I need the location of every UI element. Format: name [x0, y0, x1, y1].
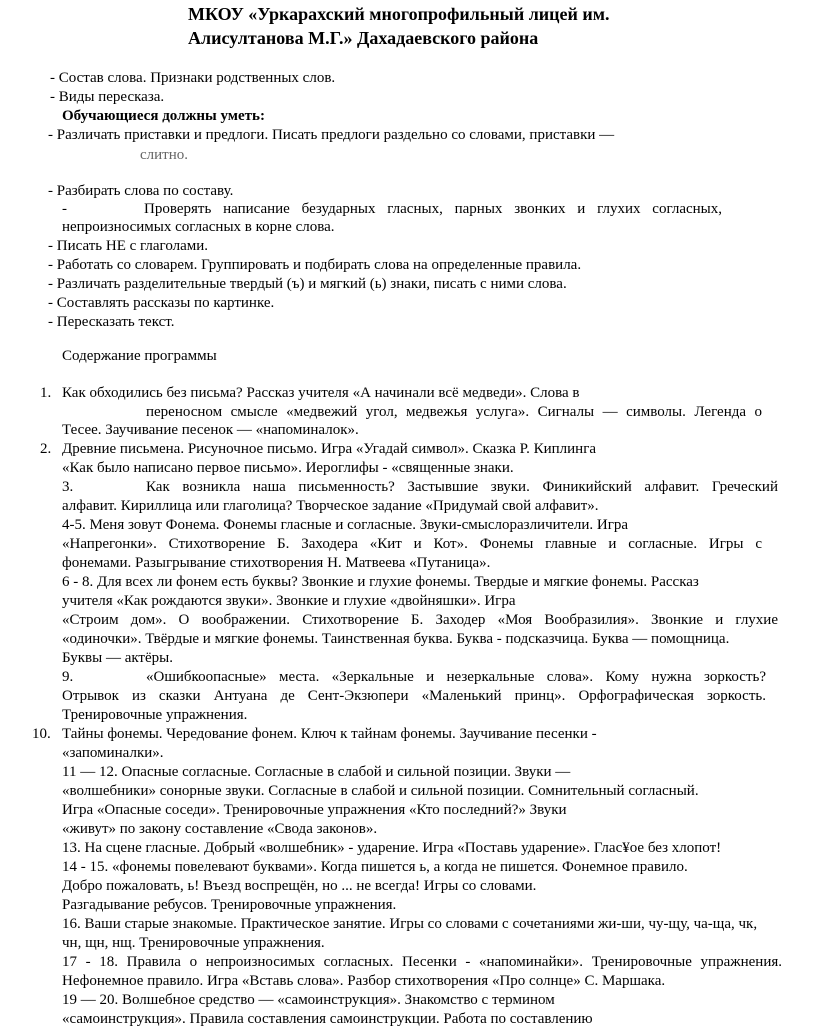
item-number-2: 2.: [40, 441, 52, 457]
item-2-line-b: «Как было написано первое письмо». Иероглифы - «священные знаки.: [62, 460, 514, 476]
intro-line-1: - Состав слова. Признаки родственных слов.: [50, 70, 336, 86]
item-3-line-a: Как возникла наша письменность? Застывшие звуки. Финикийский алфавит. Греческий: [146, 479, 778, 495]
item-14-15-line-a: 14 - 15. «фонемы повелевают буквами». Когда пишется ь, а когда не пишется. Фонемное правило.: [62, 859, 688, 875]
skills-heading: Обучающиеся должны уметь:: [62, 108, 265, 124]
item-9-line-a: «Ошибкоопасные» места. «Зеркальные и незеркальные слова». Кому нужна зоркость?: [146, 669, 766, 685]
item-4-5-line-a: 4-5. Меня зовут Фонема. Фонемы гласные и согласные. Звуки-смыслоразличители. Игра: [62, 517, 629, 533]
item-6-8-line-d: «одиночки». Твёрдые и мягкие фонемы. Таинственная буква. Буква - подсказчица. Буква — помощница.: [62, 631, 730, 647]
skill-1-cont: слитно.: [140, 147, 189, 163]
item-14-15-line-c: Разгадывание ребусов. Тренировочные упражнения.: [62, 897, 397, 913]
item-6-8-line-a: 6 - 8. Для всех ли фонем есть буквы? Звонкие и глухие фонемы. Твердые и мягкие фонемы. Рассказ: [62, 574, 699, 590]
program-heading: Содержание программы: [62, 348, 217, 364]
skill-8: - Пересказать текст.: [48, 314, 175, 330]
item-1-line-b: переносном смысле «медвежий угол, медвежья услуга». Сигналы — символы. Легенда о: [146, 404, 762, 420]
item-17-18-line-b: Нефонемное правило. Игра «Вставь слова». Разбор стихотворения «Про солнце» С. Маршака.: [62, 973, 666, 989]
item-14-15-line-b: Добро пожаловать, ь! Въезд воспрещён, но ... не всегда! Игры со словами.: [62, 878, 537, 894]
item-number-1: 1.: [40, 385, 52, 401]
item-10-line-a: Тайны фонемы. Чередование фонем. Ключ к тайнам фонемы. Заучивание песенки -: [62, 726, 597, 742]
item-9-line-c: Тренировочные упражнения.: [62, 707, 248, 723]
item-10-line-b: «запоминалки».: [62, 745, 164, 761]
header-line-1: МКОУ «Уркарахский многопрофильный лицей им.: [188, 4, 610, 24]
item-1-line-c: Тесее. Заучивание песенок — «напоминалок».: [62, 422, 359, 438]
skill-3: Проверять написание безударных гласных, парных звонких и глухих согласных,: [144, 201, 722, 217]
item-1-line-a: Как обходились без письма? Рассказ учителя «А начинали всё медведи». Слова в: [62, 385, 580, 401]
item-16-line-b: чн, щн, нщ. Тренировочные упражнения.: [62, 935, 325, 951]
item-11-12-line-a: 11 — 12. Опасные согласные. Согласные в слабой и сильной позиции. Звуки —: [62, 764, 571, 780]
item-number-9: 9.: [62, 669, 74, 685]
skill-2: - Разбирать слова по составу.: [48, 183, 234, 199]
item-9-line-b: Отрывок из сказки Антуана де Сент-Экзюпери «Маленький принц». Орфографическая зоркость.: [62, 688, 766, 704]
item-19-20-line-b: «самоинструкция». Правила составления самоинструкции. Работа по составлению: [62, 1011, 593, 1027]
item-17-18-line-a: 17 - 18. Правила о непроизносимых согласных. Песенки - «напоминайки». Тренировочные упражнения.: [62, 954, 782, 970]
skill-7: - Составлять рассказы по картинке.: [48, 295, 275, 311]
item-3-line-b: алфавит. Кириллица или глаголица? Творческое задание «Придумай свой алфавит».: [62, 498, 599, 514]
item-4-5-line-b: «Напрегонки». Стихотворение Б. Заходера «Кит и Кот». Фонемы главные и согласные. Игры с: [62, 536, 762, 552]
skill-5: - Работать со словарем. Группировать и подбирать слова на определенные правила.: [48, 257, 582, 273]
intro-line-2: - Виды пересказа.: [50, 89, 165, 105]
item-16-line-a: 16. Ваши старые знакомые. Практическое занятие. Игры со словами с сочетаниями жи-ши, чу-щу, ча-ща, чк,: [62, 916, 758, 932]
header-line-2: Алисултанова М.Г.» Дахадаевского района: [188, 28, 539, 48]
item-number-10: 10.: [32, 726, 51, 742]
item-6-8-line-e: Буквы — актёры.: [62, 650, 173, 666]
item-19-20-line-a: 19 — 20. Волшебное средство — «самоинструкция». Знакомство с термином: [62, 992, 555, 1008]
item-2-line-a: Древние письмена. Рисуночное письмо. Игра «Угадай символ». Сказка Р. Киплинга: [62, 441, 597, 457]
item-6-8-line-b: учителя «Как рождаются звуки». Звонкие и глухие «двойняшки». Игра: [62, 593, 516, 609]
item-13: 13. На сцене гласные. Добрый «волшебник» - ударение. Игра «Поставь ударение». Глас¥ое без хлопот!: [62, 840, 722, 856]
skill-3-dash: -: [62, 201, 67, 217]
item-number-3: 3.: [62, 479, 74, 495]
item-11-12-line-b: «волшебники» сонорные звуки. Согласные в слабой и сильной позиции. Сомнительный согласный.: [62, 783, 699, 799]
item-4-5-line-c: фонемами. Разыгрывание стихотворения Н. Матвеева «Путаница».: [62, 555, 491, 571]
skill-1: - Различать приставки и предлоги. Писать предлоги раздельно со словами, приставки —: [48, 127, 615, 143]
item-11-12-line-c: Игра «Опасные соседи». Тренировочные упражнения «Кто последний?» Звуки: [62, 802, 567, 818]
skill-3-cont: непроизносимых согласных в корне слова.: [62, 219, 335, 235]
item-11-12-line-d: «живут» по закону составление «Свода законов».: [62, 821, 378, 837]
item-6-8-line-c: «Строим дом». О воображении. Стихотворение Б. Заходер «Моя Вообразилия». Звонкие и глухие: [62, 612, 778, 628]
skill-4: - Писать НЕ с глаголами.: [48, 238, 209, 254]
skill-6: - Различать разделительные твердый (ъ) и мягкий (ь) знаки, писать с ними слова.: [48, 276, 567, 292]
